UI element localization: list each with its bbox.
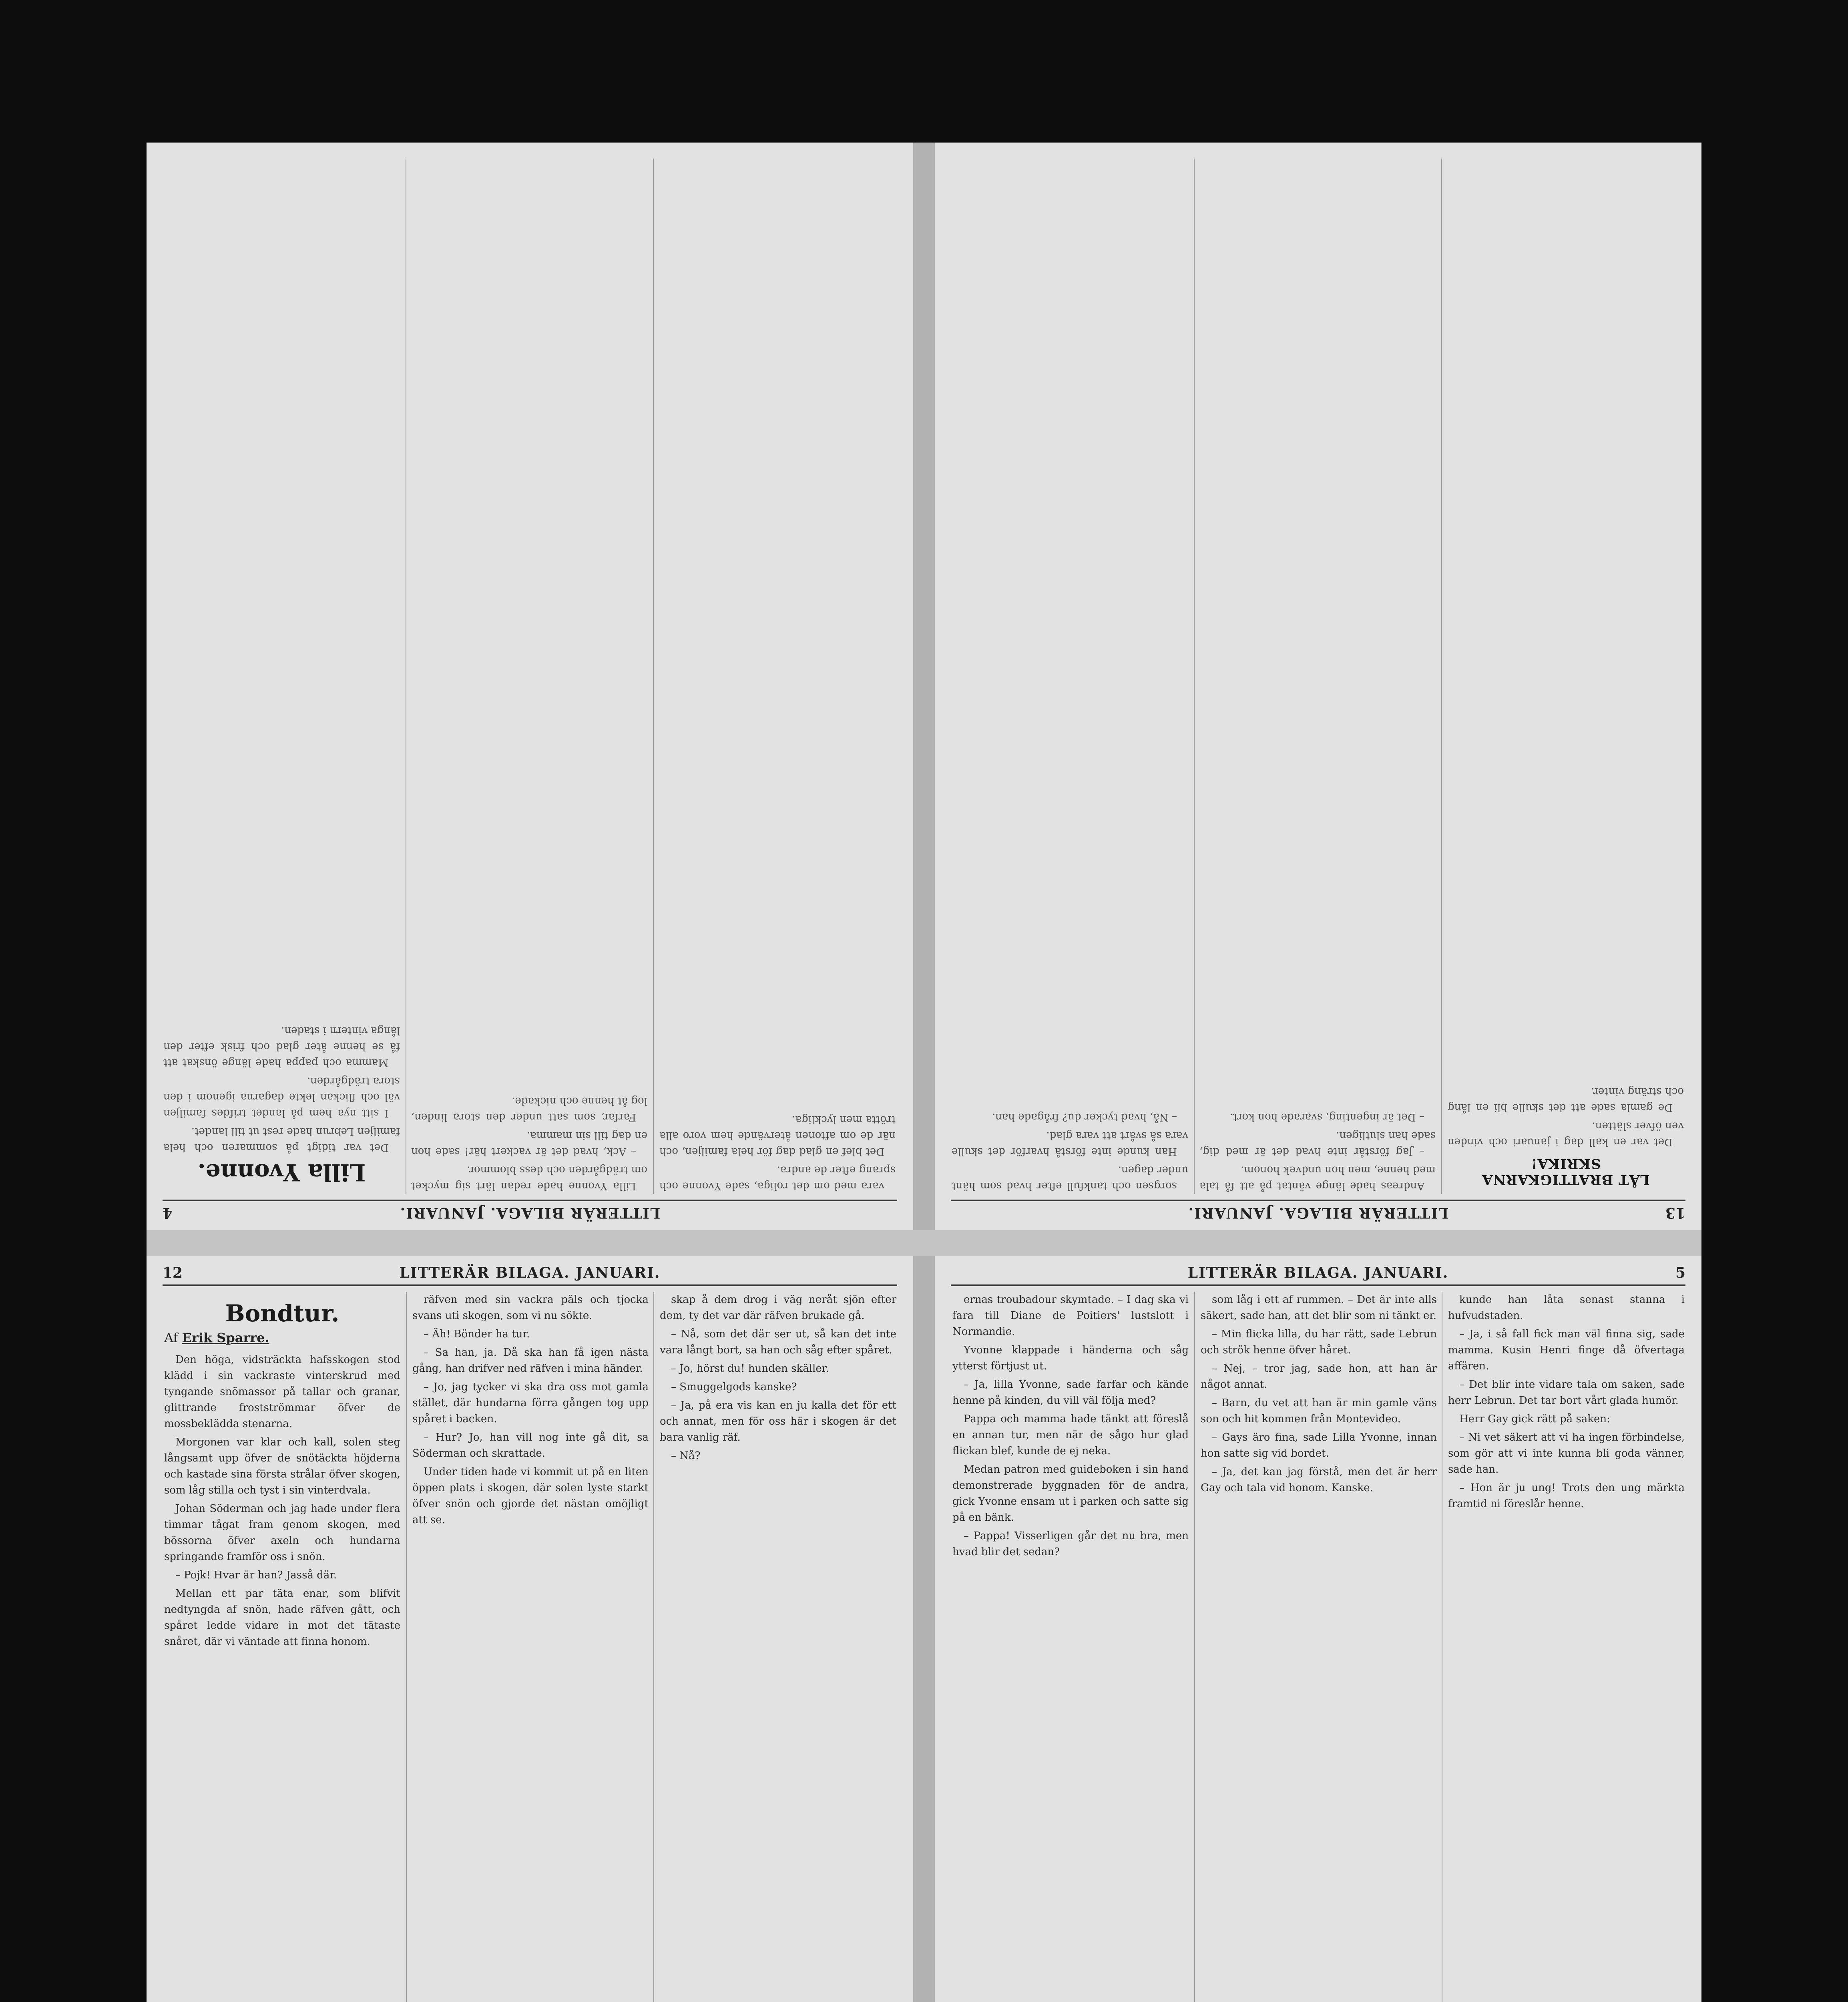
byline-prefix: Af [164,1330,178,1345]
paragraph: – Pappa! Visserligen går det nu bra, men hvad blir det sedan? [952,1530,1189,1558]
paragraph: Under tiden hade vi kommit ut på en liten öppen plats i skogen, där solen lyste starkt öfver snön och gjorde det nästan omöjligt att se. [412,1466,649,1526]
paragraph: – Ja, lilla Yvonne, sade farfar och kände henne på kinden, du vill väl följa med? [952,1379,1189,1407]
column [946,159,1195,1194]
page-number: 5 [1675,1264,1685,1281]
paragraph: De gamla sade att det skulle bli en lång och sträng vinter. [1448,1085,1684,1114]
paragraph: Lilla Yvonne hade redan lärt sig mycket om trädgården och dess blommor. [411,1164,647,1192]
page-number: 13 [1665,1204,1685,1221]
paragraph: Det blef en glad dag för hela familjen, och när de om aftonen återvände hem voro alla trötta men lyckliga. [659,1114,896,1158]
paragraph: I sitt nya hem på landet trifdes familjen väl och flickan lekte dagarna igenom i den stora trädgården. [163,1075,400,1119]
paragraph: – Det blir inte vidare tala om saken, sade herr Lebrun. Det tar bort vårt glada humör. [1448,1379,1685,1407]
author-name: Erik Sparre. [182,1330,269,1345]
page-5 [935,1256,1701,2002]
paragraph: kunde han låta senast stanna i hufvudstaden. [1448,1294,1685,1322]
page-header [951,1262,1685,1286]
scanned-sheet [147,143,1701,2002]
paragraph: – Ja, det kan jag förstå, men det är herr Gay och tala vid honom. Kanske. [1201,1466,1437,1494]
paragraph: – Det är ingenting, svarade hon kort. [1229,1111,1424,1123]
gutter [913,143,935,1230]
header-title: LITTERÄR BILAGA. JANUARI. [399,1204,661,1221]
paragraph: Morgonen var klar och kall, solen steg långsamt upp öfver de snötäckta höjderna och kastade sina första strålar öfver skogen, som låg stilla och tyst i sin vinterdvala. [164,1436,400,1496]
story-title: Lilla Yvonne. [197,1159,366,1186]
spread-divider [147,1230,1701,1256]
column [1194,1292,1442,2002]
page-number: 4 [163,1204,173,1221]
paragraph: – Barn, du vet att han är min gamle väns son och hit kommen från Montevideo. [1201,1397,1437,1425]
paragraph: Mamma och pappa hade länge önskat att få se henne åter glad och frisk efter den långa vintern i staden. [163,1025,400,1069]
paragraph: – Sa han, ja. Då ska han få igen nästa gång, han drifver ned räfven i mina händer. [412,1347,649,1375]
paragraph: – Hon är ju ung! Trots den ung märkta framtid ni föreslår henne. [1448,1482,1685,1510]
mirrored-page-13 [935,143,1701,1230]
paragraph: – Nå, som det där ser ut, så kan det inte vara långt bort, sa han och såg efter spåret. [660,1328,896,1356]
column [1442,1292,1690,2002]
paragraph: – Hur? Jo, han vill nog inte gå dit, sa Söderman och skrattade. [412,1431,649,1459]
column [406,159,654,1194]
column [654,159,901,1194]
column [406,1292,654,2002]
column [158,159,406,1194]
header-title: LITTERÄR BILAGA. JANUARI. [1187,1204,1449,1221]
paragraph: vara med om det roliga, sade Yvonne och sprang efter de andra. [659,1164,896,1192]
paragraph: – Jo, hörst du! hunden skäller. [671,1363,829,1375]
paragraph: – Jag förstår inte hvad det är med dig, sade han slutligen. [1199,1130,1436,1158]
paragraph: – Ja, på era vis kan en ju kalla det för ett och annat, men för oss här i skogen är det bara vanlig räf. [660,1399,896,1443]
gutter [913,1256,935,2002]
paragraph: Det var tidigt på sommaren och hela familjen Lebrun hade rest ut till landet. [163,1126,400,1154]
mirrored-page-4 [147,143,913,1230]
column [653,1292,902,2002]
paragraph: – Gays äro fina, sade Lilla Yvonne, innan hon satte sig vid bordet. [1201,1431,1437,1459]
paragraph: – Ni vet säkert att vi ha ingen förbindelse, som gör att vi inte kunna bli goda vänner, sade han. [1448,1431,1685,1475]
paragraph: sorgsen och tankfull efter hvad som hänt under dagen. [952,1164,1188,1192]
mirrored-spread [147,143,1701,1230]
paragraph: räfven med sin vackra päls och tjocka svans uti skogen, som vi nu sökte. [412,1294,649,1322]
paragraph: – Smuggelgods kanske? [671,1381,797,1393]
page-header [163,1200,897,1224]
paragraph: skap å dem drog i väg neråt sjön efter dem, ty det var där räfven brukade gå. [660,1294,896,1322]
paragraph: – Ack, hvad det är vackert här! sade hon en dag till sin mamma. [411,1130,647,1158]
paragraph: – Nå, hvad tycker du? frågade han. [992,1111,1177,1123]
paragraph: – Jo, jag tycker vi ska dra oss mot gamla stället, där hundarna förra gången tog upp spåret i backen. [412,1381,649,1425]
paragraph: Han kunde inte förstå hvarför det skulle vara så svårt att vara glad. [952,1130,1188,1158]
paragraph: Den höga, vidsträckta hafsskogen stod klädd i sin vackraste vinterskrud med tyngande snömassor på tallar och granar, glittrande frostströmmar öfver de mossbeklädda stenarna. [164,1354,400,1430]
header-title: LITTERÄR BILAGA. JANUARI. [399,1264,661,1281]
paragraph: Det var en kall dag i januari och vinden ven öfver slätten. [1448,1120,1684,1148]
column [1194,159,1442,1194]
paragraph: – Min flicka lilla, du har rätt, sade Lebrun och strök henne öfver håret. [1201,1328,1437,1356]
paragraph: – Nej, – tror jag, sade hon, att han är något annat. [1201,1363,1437,1391]
paragraph: som låg i ett af rummen. – Det är inte alls säkert, sade han, att det blir som ni tänkt er. [1201,1294,1437,1322]
paragraph: Pappa och mamma hade tänkt att föreslå en annan tur, men när de sågo hur glad flickan blef, kunde de ej neka. [952,1413,1189,1457]
paragraph: – Äh! Bönder ha tur. [424,1328,530,1340]
paragraph: ernas troubadour skymtade. – I dag ska vi fara till Diane de Poitiers' lustslott i Normandie. [952,1294,1189,1338]
story-title: Bondtur. [225,1300,339,1327]
page-12 [147,1256,913,2002]
column [159,1292,406,2002]
header-title: LITTERÄR BILAGA. JANUARI. [1187,1264,1449,1281]
paragraph: Herr Gay gick rätt på saken: [1459,1413,1610,1425]
paragraph: Farfar, som satt under den stora linden, log åt henne och nickade. [411,1095,647,1123]
page-header [951,1200,1685,1224]
paragraph: Johan Söderman och jag hade under flera timmar tågat fram genom skogen, med bössorna öfver axeln och hundarna springande framför oss i snön. [164,1503,400,1563]
paragraph: Yvonne klappade i händerna och såg ytterst förtjust ut. [952,1344,1189,1372]
paragraph: – Nå? [671,1450,701,1462]
paragraph: Mellan ett par täta enar, som blifvit nedtyngda af snön, hade räfven gått, och spåret ledde vidare in mot det tätaste snåret, där vi väntade att finna honom. [164,1588,400,1648]
paragraph: Andreas hade länge väntat på att få tala med henne, men hon undvek honom. [1199,1164,1436,1192]
paragraph: Medan patron med guideboken i sin hand demonstrerade byggnaden för de andra, gick Yvonne ensam ut i parken och satte sig på en bänk. [952,1463,1189,1524]
section-heading: LÅT BRATTIGKARNA SKRIKA! [1482,1156,1650,1188]
paragraph: – Ja, i så fall fick man väl finna sig, sade mamma. Kusin Henri finge då öfvertaga affären. [1448,1328,1685,1372]
column [947,1292,1194,2002]
column [1442,159,1689,1194]
page-header [163,1262,897,1286]
byline [164,1330,400,1345]
upright-spread [147,1256,1701,2002]
paragraph: – Pojk! Hvar är han? Jasså där. [175,1569,337,1581]
page-number: 12 [163,1264,183,1281]
